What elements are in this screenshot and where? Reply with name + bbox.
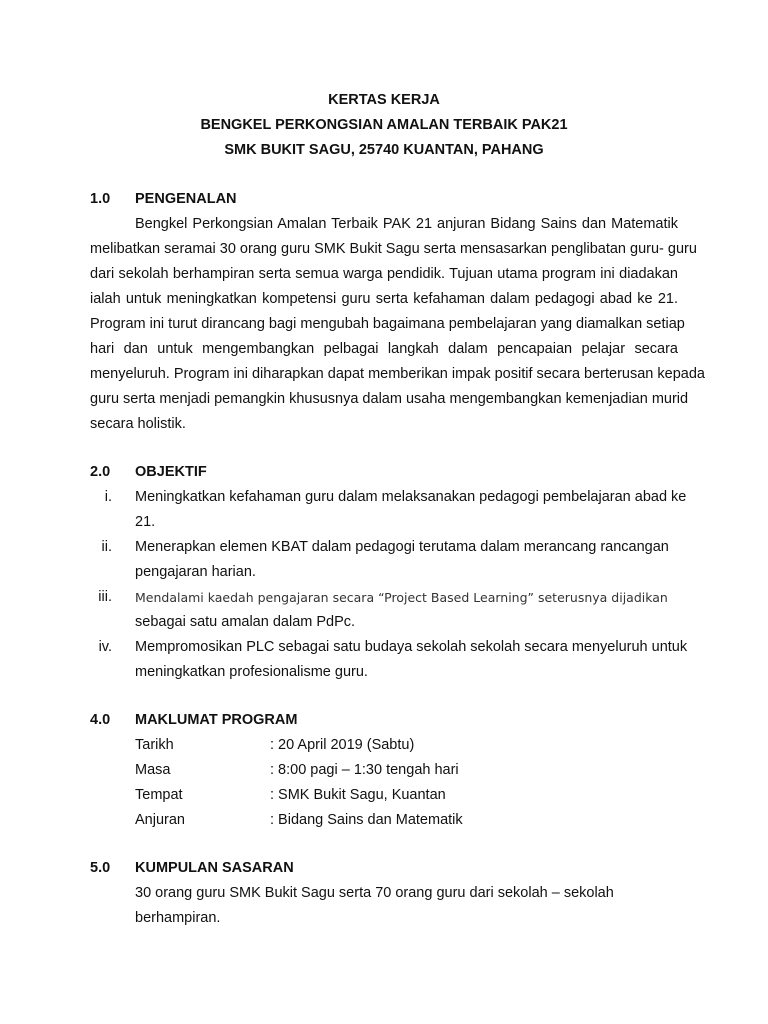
section-5-title: KUMPULAN SASARAN	[135, 860, 294, 876]
intro-line-8: guru serta menjadi pemangkin khususnya dalam usaha mengembangkan kemenjadian murid	[90, 391, 689, 407]
info-label-venue: Tempat	[135, 787, 183, 803]
objective-3-line-1: Mendalami kaedah pengajaran secara “Project Based Learning” seterusnya dijadikan	[135, 590, 668, 605]
objective-4-line-1: Mempromosikan PLC sebagai satu budaya sekolah sekolah secara menyeluruh untuk	[135, 639, 688, 655]
target-line-1: 30 orang guru SMK Bukit Sagu serta 70 orang guru dari sekolah – sekolah	[135, 885, 614, 901]
section-4-title: MAKLUMAT PROGRAM	[135, 712, 298, 728]
intro-line-2: melibatkan seramai 30 orang guru SMK Bukit Sagu serta mensasarkan penglibatan guru- guru	[90, 241, 697, 257]
objective-1-line-2: 21.	[135, 514, 156, 530]
section-2-title: OBJEKTIF	[135, 464, 207, 480]
intro-line-4: ialah untuk meningkatkan kompetensi guru serta kefahaman dalam pedagogi abad ke 21.	[90, 291, 678, 307]
doc-title: KERTAS KERJA	[328, 92, 440, 108]
objective-4-numeral: iv.	[98, 639, 112, 655]
objective-2-line-2: pengajaran harian.	[135, 564, 256, 580]
info-label-time: Masa	[135, 762, 171, 778]
doc-location: SMK BUKIT SAGU, 25740 KUANTAN, PAHANG	[224, 142, 544, 158]
info-value-date: : 20 April 2019 (Sabtu)	[270, 737, 415, 753]
intro-line-6: hari dan untuk mengembangkan pelbagai langkah dalam pencapaian pelajar secara	[90, 341, 678, 357]
section-4-number: 4.0	[90, 712, 111, 728]
section-2-number: 2.0	[90, 464, 111, 480]
objective-2-numeral: ii.	[101, 539, 112, 555]
doc-subtitle: BENGKEL PERKONGSIAN AMALAN TERBAIK PAK21	[200, 117, 568, 133]
info-value-organizer: : Bidang Sains dan Matematik	[270, 812, 463, 828]
objective-4-line-2: meningkatkan profesionalisme guru.	[135, 664, 368, 680]
section-1-number: 1.0	[90, 191, 111, 207]
objective-1-line-1: Meningkatkan kefahaman guru dalam melaksanakan pedagogi pembelajaran abad ke	[135, 489, 687, 505]
info-label-date: Tarikh	[135, 737, 174, 753]
objective-3-numeral: iii.	[98, 589, 112, 605]
intro-line-1: Bengkel Perkongsian Amalan Terbaik PAK 21 anjuran Bidang Sains dan Matematik	[135, 216, 678, 232]
section-1-title: PENGENALAN	[135, 191, 237, 207]
section-5-number: 5.0	[90, 860, 111, 876]
objective-1-numeral: i.	[104, 489, 112, 505]
objective-3-line-2: sebagai satu amalan dalam PdPc.	[135, 614, 356, 630]
objective-2-line-1: Menerapkan elemen KBAT dalam pedagogi terutama dalam merancang rancangan	[135, 539, 669, 555]
intro-line-5: Program ini turut dirancang bagi mengubah bagaimana pembelajaran yang diamalkan setiap	[90, 316, 685, 332]
target-line-2: berhampiran.	[135, 910, 221, 926]
info-value-venue: : SMK Bukit Sagu, Kuantan	[270, 787, 446, 803]
intro-line-3: dari sekolah berhampiran serta semua warga pendidik. Tujuan utama program ini diadakan	[90, 266, 678, 282]
info-value-time: : 8:00 pagi – 1:30 tengah hari	[270, 762, 459, 778]
info-label-organizer: Anjuran	[135, 812, 185, 828]
intro-line-9: secara holistik.	[90, 416, 186, 432]
intro-line-7: menyeluruh. Program ini diharapkan dapat memberikan impak positif secara berterusan kepada	[90, 366, 705, 382]
